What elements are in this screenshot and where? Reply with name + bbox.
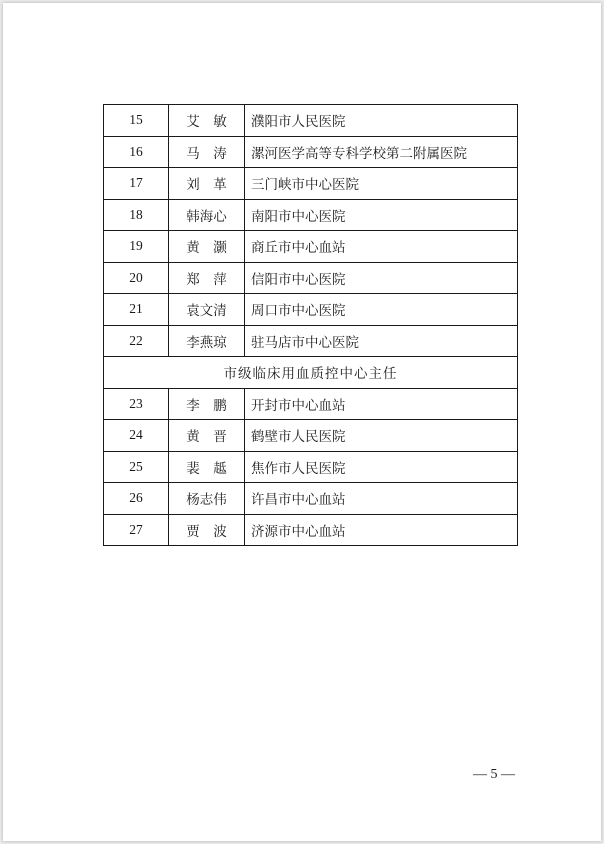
table-row [104, 262, 518, 294]
row-number: 24 [104, 420, 169, 452]
organization: 驻马店市中心医院 [245, 325, 518, 357]
row-number: 22 [104, 325, 169, 357]
row-number: 23 [104, 388, 169, 420]
row-number: 16 [104, 136, 169, 168]
person-name: 马 涛 [169, 136, 245, 168]
person-name: 郑 萍 [169, 262, 245, 294]
row-number: 21 [104, 294, 169, 326]
organization: 信阳市中心医院 [245, 262, 518, 294]
person-name: 刘 革 [169, 168, 245, 200]
table-row [104, 199, 518, 231]
document-page [3, 3, 601, 841]
person-name: 裴 趆 [169, 451, 245, 483]
page-number: — 5 — [473, 767, 515, 782]
section-header-row [104, 357, 518, 389]
person-name: 杨志伟 [169, 483, 245, 515]
section-title: 市级临床用血质控中心主任 [104, 357, 518, 389]
row-number: 20 [104, 262, 169, 294]
table-row [104, 388, 518, 420]
person-name: 贾 波 [169, 514, 245, 546]
organization: 南阳市中心医院 [245, 199, 518, 231]
row-number: 27 [104, 514, 169, 546]
table-row [104, 294, 518, 326]
organization: 焦作市人民医院 [245, 451, 518, 483]
organization: 漯河医学高等专科学校第二附属医院 [245, 136, 518, 168]
organization: 三门峡市中心医院 [245, 168, 518, 200]
table-row [104, 136, 518, 168]
person-name: 黄 灏 [169, 231, 245, 263]
table-row [104, 420, 518, 452]
person-name: 李 鹏 [169, 388, 245, 420]
row-number: 17 [104, 168, 169, 200]
organization: 济源市中心血站 [245, 514, 518, 546]
organization: 商丘市中心血站 [245, 231, 518, 263]
person-name: 袁文清 [169, 294, 245, 326]
table-row [104, 514, 518, 546]
person-name: 黄 晋 [169, 420, 245, 452]
row-number: 19 [104, 231, 169, 263]
person-name: 韩海心 [169, 199, 245, 231]
organization: 开封市中心血站 [245, 388, 518, 420]
table-row [104, 168, 518, 200]
table-row [104, 451, 518, 483]
table-row [104, 231, 518, 263]
row-number: 25 [104, 451, 169, 483]
organization: 许昌市中心血站 [245, 483, 518, 515]
person-name: 艾 敏 [169, 105, 245, 137]
organization: 周口市中心医院 [245, 294, 518, 326]
row-number: 26 [104, 483, 169, 515]
roster-table [103, 104, 518, 546]
person-name: 李燕琼 [169, 325, 245, 357]
organization: 濮阳市人民医院 [245, 105, 518, 137]
table-row [104, 325, 518, 357]
organization: 鹤壁市人民医院 [245, 420, 518, 452]
table-row [104, 483, 518, 515]
table-row [104, 105, 518, 137]
row-number: 18 [104, 199, 169, 231]
row-number: 15 [104, 105, 169, 137]
